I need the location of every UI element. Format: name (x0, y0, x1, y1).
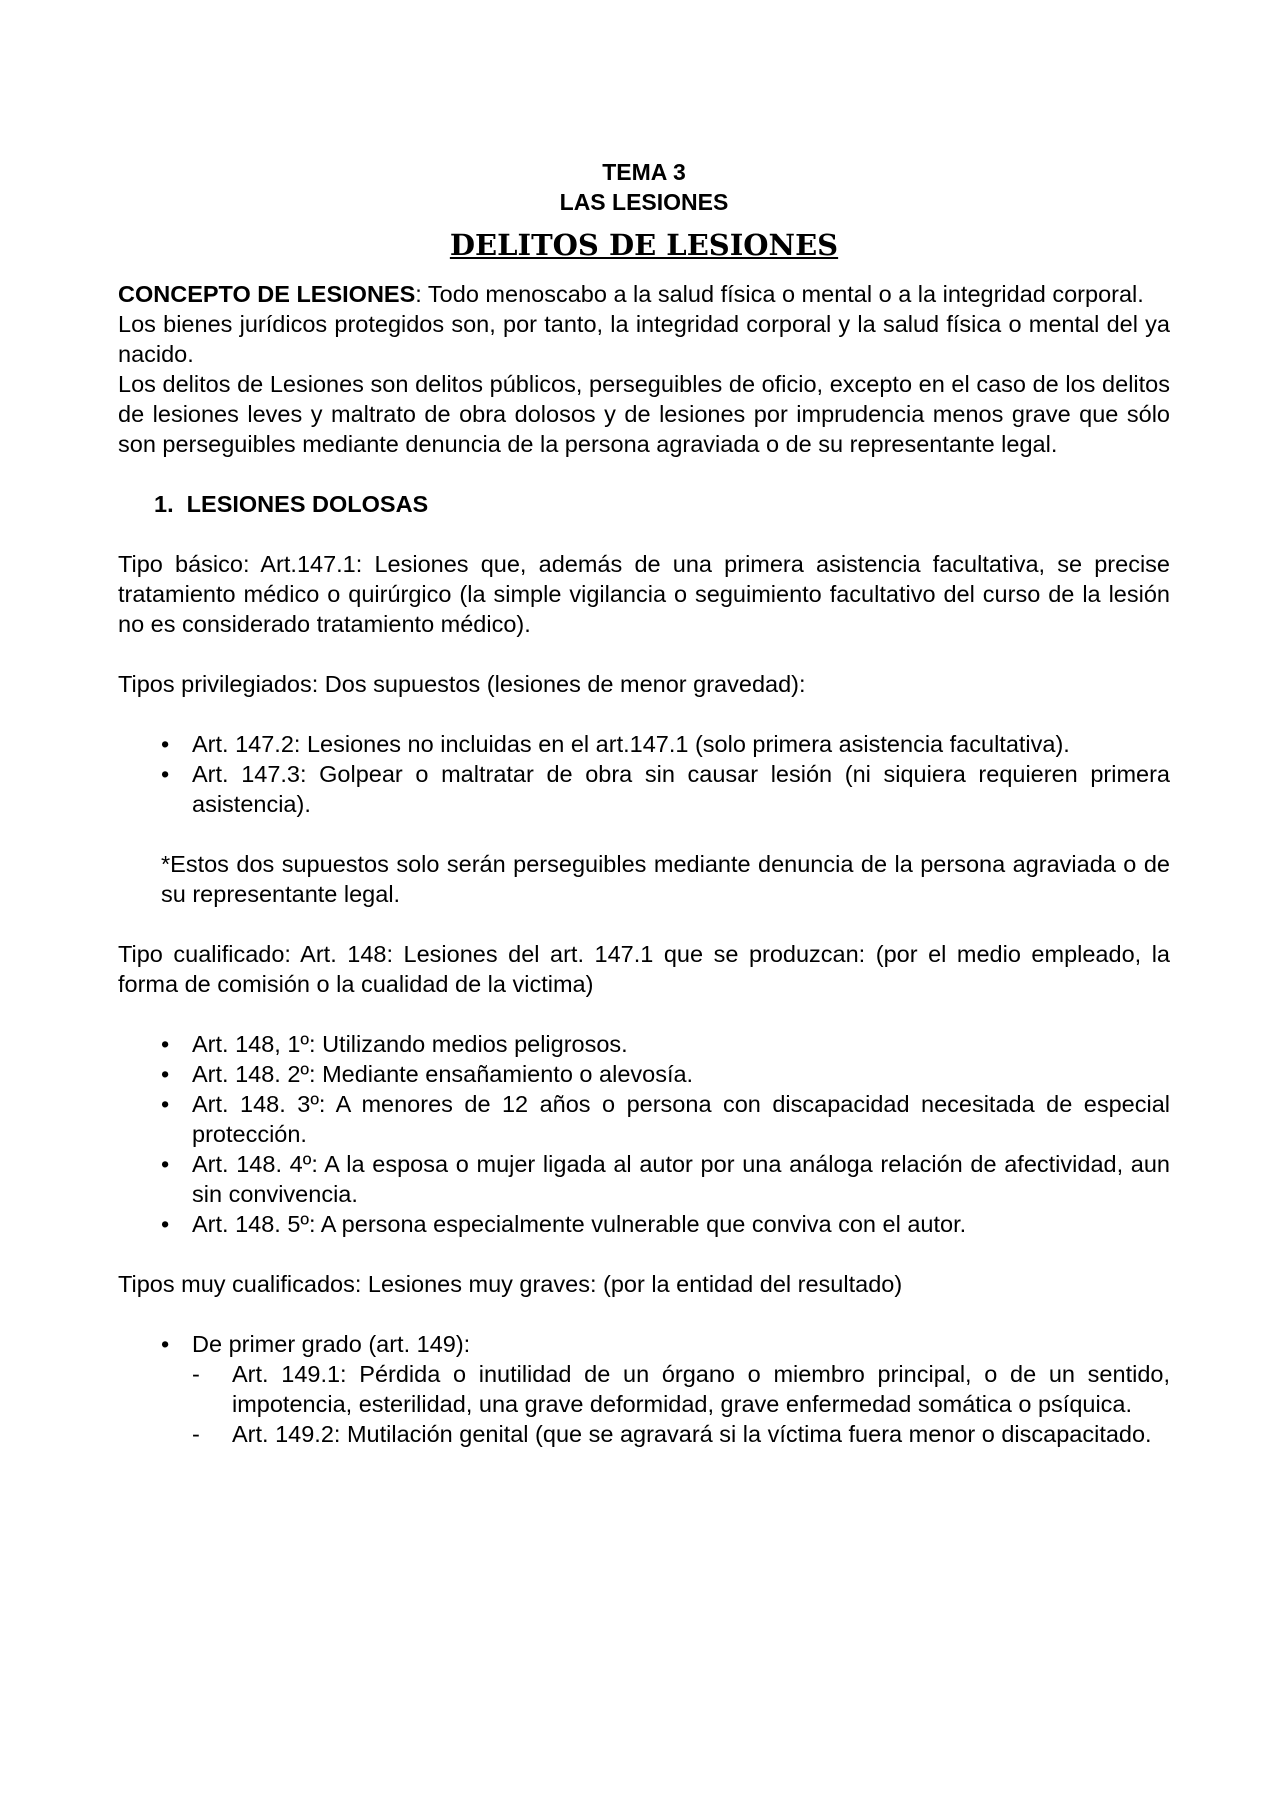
list-item: • Art. 147.3: Golpear o maltratar de obra sin causar lesión (ni siquiera requieren primera asistencia). (161, 761, 1170, 817)
section-title: LESIONES DOLOSAS (186, 491, 429, 517)
concepto-label: CONCEPTO DE LESIONES (118, 281, 416, 307)
cualificado-heading: Tipo cualificado: Art. 148: Lesiones del art. 147.1 que se produzcan: (por el medio empleado, la forma de comisión o la cualidad de la victima) (118, 941, 1170, 997)
bullet-icon: • (161, 1331, 170, 1357)
bullet-icon: • (161, 761, 170, 787)
primer-grado-sublist (118, 1359, 1170, 1449)
bullet-icon: • (161, 1151, 170, 1177)
list-item: • De primer grado (art. 149): (161, 1331, 471, 1357)
list-item: - Art. 149.1: Pérdida o inutilidad de un órgano o miembro principal, o de un sentido, impotencia, esterilidad, una grave deformidad, grave enfermedad somática o psíquica. (192, 1361, 1170, 1417)
bullet-icon: • (161, 1031, 170, 1057)
bienes-paragraph: Los bienes jurídicos protegidos son, por tanto, la integridad corporal y la salud física o mental del ya nacido. (118, 311, 1170, 367)
cualificado-list (118, 1029, 1170, 1239)
page-title: DELITOS DE LESIONES (449, 228, 839, 262)
dash-icon: - (192, 1421, 200, 1447)
delitos-paragraph: Los delitos de Lesiones son delitos públicos, perseguibles de oficio, excepto en el caso de los delitos de lesiones leves y maltrato de obra dolosos y de lesiones por imprudencia menos grave que sólo son perseguibles mediante denuncia de la persona agraviada o de su representante legal. (118, 371, 1170, 457)
privilegiados-list (118, 729, 1170, 819)
muy-cualificados-list (118, 1329, 1170, 1359)
list-item: • Art. 148. 2º: Mediante ensañamiento o alevosía. (161, 1061, 694, 1087)
list-item: • Art. 148. 5º: A persona especialmente vulnerable que conviva con el autor. (161, 1211, 967, 1237)
privilegiados-heading: Tipos privilegiados: Dos supuestos (lesiones de menor gravedad): (118, 671, 806, 697)
bullet-icon: • (161, 1091, 170, 1117)
bullet-icon: • (161, 1211, 170, 1237)
tipo-basico-paragraph: Tipo básico: Art.147.1: Lesiones que, además de una primera asistencia facultativa, se precise tratamiento médico o quirúrgico (la simple vigilancia o seguimiento facultativo del curso de la lesión no es considerado tratamiento médico). (118, 551, 1170, 637)
list-item: • Art. 148. 3º: A menores de 12 años o persona con discapacidad necesitada de especial protección. (161, 1091, 1170, 1147)
list-item: • Art. 147.2: Lesiones no incluidas en el art.147.1 (solo primera asistencia facultativa). (161, 731, 1070, 757)
dash-icon: - (192, 1361, 200, 1387)
privilegiados-note: *Estos dos supuestos solo serán perseguibles mediante denuncia de la persona agraviada o de su representante legal. (161, 851, 1170, 907)
section-heading (154, 489, 1170, 519)
tema-number: TEMA 3 (602, 159, 686, 185)
bullet-icon: • (161, 731, 170, 757)
concepto-text: : Todo menoscabo a la salud física o mental o a la integridad corporal. (415, 281, 1144, 307)
page-content (118, 157, 1170, 1449)
section-number: 1. (154, 491, 174, 517)
list-item: • Art. 148, 1º: Utilizando medios peligrosos. (161, 1031, 628, 1057)
muy-cualificados-heading: Tipos muy cualificados: Lesiones muy graves: (por la entidad del resultado) (118, 1271, 903, 1297)
list-item: • Art. 148. 4º: A la esposa o mujer ligada al autor por una análoga relación de afectividad, aun sin convivencia. (161, 1151, 1170, 1207)
concepto-paragraph (118, 279, 1170, 309)
list-item: - Art. 149.2: Mutilación genital (que se agravará si la víctima fuera menor o discapacitado. (192, 1421, 1152, 1447)
tema-subtitle: LAS LESIONES (559, 189, 729, 215)
bullet-icon: • (161, 1061, 170, 1087)
